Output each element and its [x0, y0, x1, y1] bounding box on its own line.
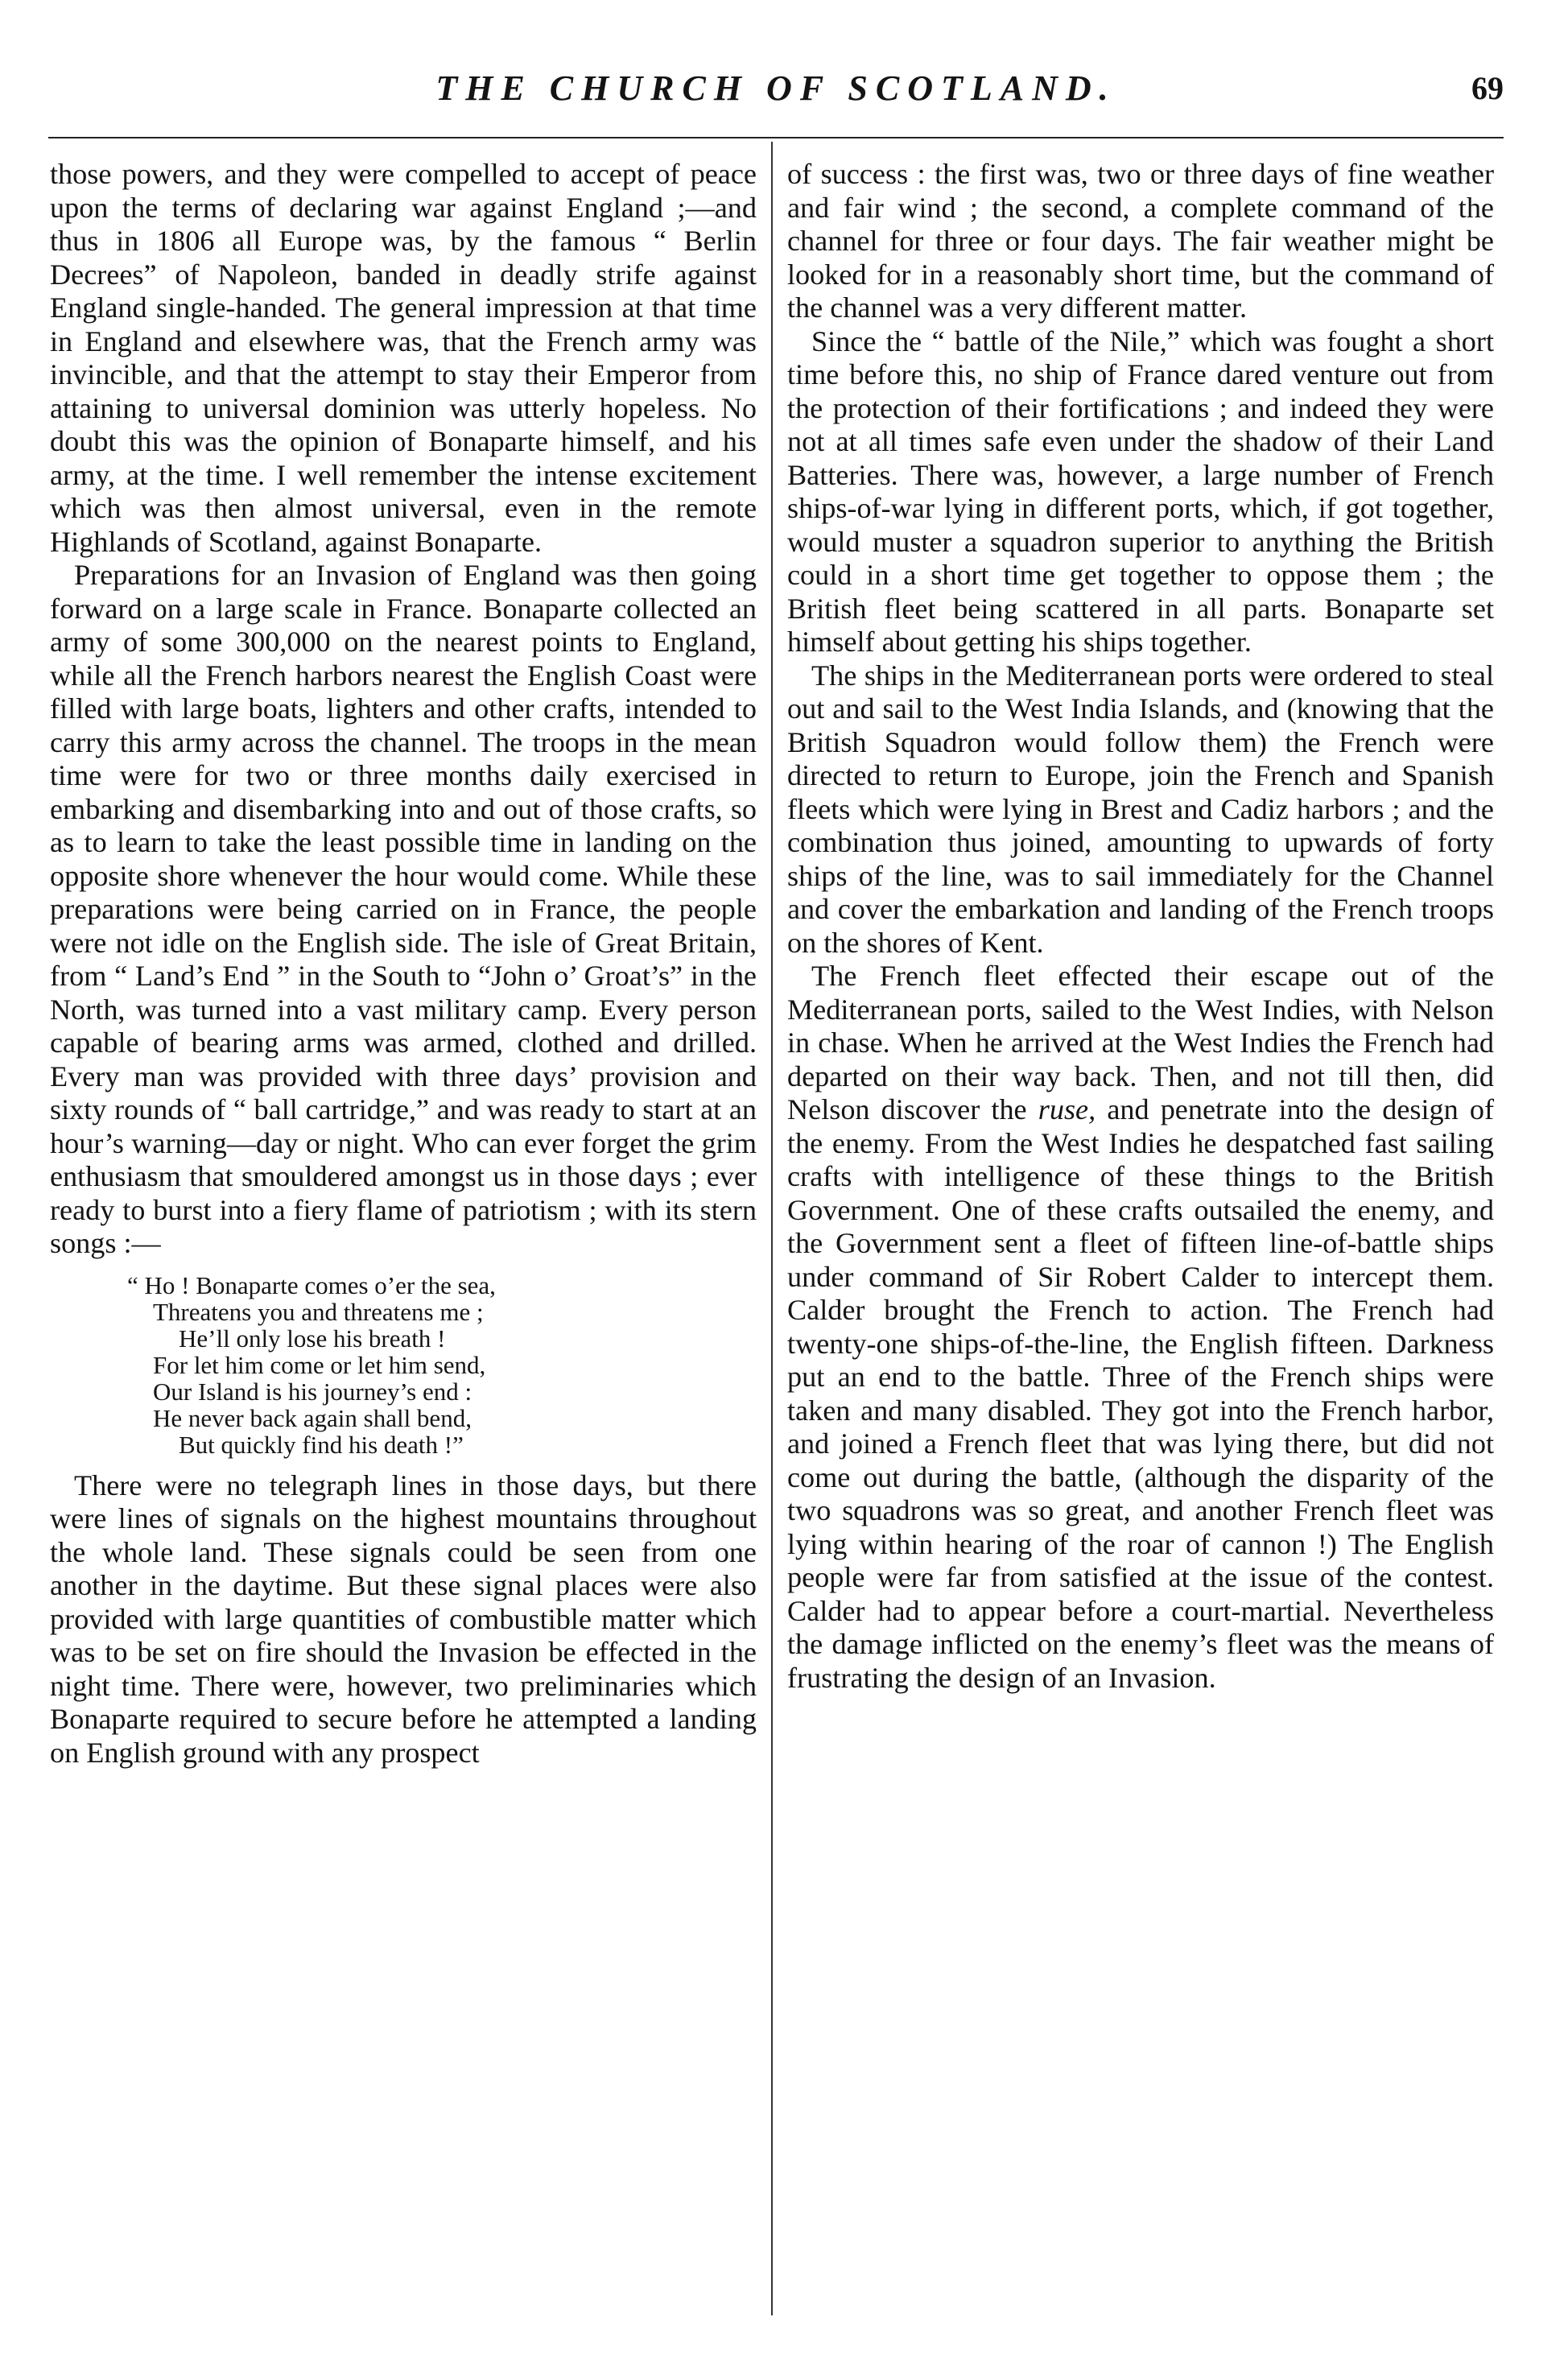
left-column	[50, 158, 757, 1770]
poem-line: But quickly find his death !”	[179, 1430, 464, 1459]
poem	[50, 1272, 757, 1458]
paragraph: those powers, and they were compelled to accept of peace upon the terms of declaring war against England ;—and thus in 1806 all Europe was, by the famous “ Berlin Decrees” of Napoleon, banded in deadly strife against England single-handed. The general impression at that time in England and elsewhere was, that the French army was invincible, and that the attempt to stay their Emperor from attaining to universal dominion was utterly hopeless. No doubt this was the opinion of Bonaparte himself, and his army, at the time. I well remember the intense excitement which was then almost universal, even in the remote Highlands of Scotland, against Bonaparte.	[50, 158, 757, 558]
page-header	[48, 68, 1504, 124]
paragraph: of success : the first was, two or three days of fine weather and fair wind ; the second, a complete command of the channel for three or four days. The fair weather might be looked for in a reasonably short time, but the command of the channel was a very different matter.	[787, 158, 1494, 324]
poem-line: Threatens you and threatens me ;	[153, 1297, 484, 1326]
right-column	[787, 158, 1494, 1695]
poem-line: He never back again shall bend,	[153, 1403, 472, 1432]
paragraph: The ships in the Mediterranean ports were ordered to steal out and sail to the West India Islands, and (knowing that the British Squadron would follow them) the French were directed to return to Europe, join the French and Spanish fleets which were lying in Brest and Cadiz harbors ; and the combination thus joined, amounting to upwards of forty ships of the line, was to sail immediately for the Channel and cover the embarkation and landing of the French troops on the shores of Kent.	[787, 659, 1494, 959]
paragraph: Since the “ battle of the Nile,” which was fought a short time before this, no ship of France dared venture out from the protection of their fortifications ; and indeed they were not at all times safe even under the shadow of their Land Batteries. There was, however, a large number of French ships-of-war lying in different ports, which, if got together, would muster a squadron superior to anything the British could in a short time get together to oppose them ; the British fleet being scattered in all parts. Bonaparte set himself about getting his ships together.	[787, 324, 1494, 658]
page-number: 69	[1471, 70, 1504, 106]
poem-line: Our Island is his journey’s end :	[153, 1377, 472, 1406]
header-rule	[48, 137, 1504, 138]
poem-line: He’ll only lose his breath !	[179, 1324, 446, 1353]
column-rule	[771, 142, 773, 2315]
paragraph	[787, 960, 1494, 1695]
running-title: THE CHURCH OF SCOTLAND.	[435, 68, 1116, 108]
poem-line: For let him come or let him send,	[153, 1350, 486, 1379]
paragraph: There were no telegraph lines in those days, but there were lines of signals on the highest mountains throughout the whole land. These signals could be seen from one another in the daytime. But these signal places were also provided with large quantities of combustible matter which was to be set on fire should the Invasion be effected in the night time. There were, however, two preliminaries which Bonaparte required to secure before he attempted a landing on English ground with any prospect	[50, 1468, 757, 1769]
poem-line: “ Ho ! Bonaparte comes o’er the sea,	[127, 1270, 496, 1299]
paragraph-text: The French fleet effected their escape out of the Mediterranean ports, sailed to the West Indies, with Nelson in chase. When he arrived at the West Indies the French had departed on their way back. Then, and not till then, did Nelson discover the	[787, 960, 1494, 1125]
paragraph-text: and penetrate into the design of the enemy. From the West Indies he despatched fast sailing crafts with intelligence of these things to the British Government. One of these crafts outsailed the enemy, and the Government sent a fleet of fifteen line-of-battle ships under command of Sir Robert Calder to intercept them. Calder brought the French to action. The French had twenty-one ships-of-the-line, the English fifteen. Darkness put an end to the battle. Three of the French ships were taken and many disabled. They got into the French harbor, and joined a French fleet that was lying there, but did not come out during the battle, (although the disparity of the two squadrons was so great, and another French fleet was lying within hearing of the roar of cannon !) The English people were far from satisfied at the issue of the contest. Calder had to appear before a court-martial. Nevertheless the damage inflicted on the enemy’s fleet was the means of frustrating the design of an Invasion.	[787, 1093, 1495, 1694]
italic-word: ruse,	[1038, 1093, 1096, 1125]
paragraph: Preparations for an Invasion of England was then going forward on a large scale in France. Bonaparte collected an army of some 300,000 on the nearest points to England, while all the French harbors nearest the English Coast were filled with large boats, lighters and other crafts, intended to carry this army across the channel. The troops in the mean time were for two or three months daily exercised in embarking and disembarking into and out of those crafts, so as to learn to take the least possible time in landing on the opposite shore whenever the hour would come. While these preparations were being carried on in France, the people were not idle on the English side. The isle of Great Britain, from “ Land’s End ” in the South to “John o’ Groat’s” in the North, was turned into a vast military camp. Every person capable of bearing arms was armed, clothed and drilled. Every man was provided with three days’ provision and sixty rounds of “ ball cartridge,” and was ready to start at an hour’s warning—day or night. Who can ever forget the grim enthusiasm that smouldered amongst us in those days ; ever ready to burst into a fiery flame of patriotism ; with its stern songs :—	[50, 559, 757, 1259]
